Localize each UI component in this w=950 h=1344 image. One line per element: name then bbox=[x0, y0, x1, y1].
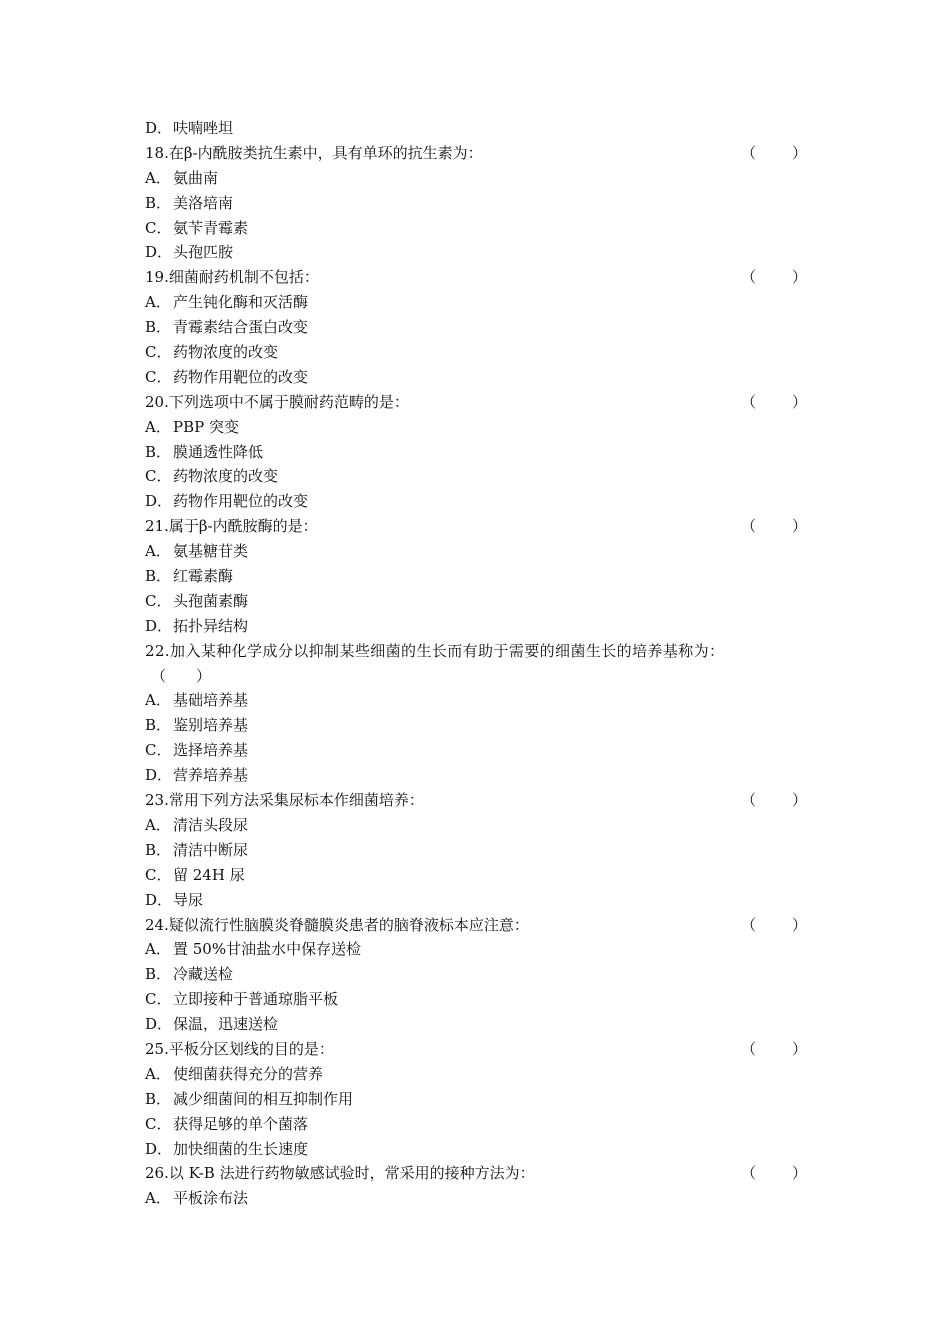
question-line bbox=[145, 788, 815, 813]
option-letter: A． bbox=[145, 691, 171, 710]
option-letter: C． bbox=[145, 990, 172, 1009]
option-text: 加快细菌的生长速度 bbox=[173, 1139, 309, 1158]
option-text: 头孢菌素酶 bbox=[173, 591, 249, 610]
option-letter: B． bbox=[145, 840, 172, 859]
question-text: 23.常用下列方法采集尿标本作细菌培养： bbox=[145, 791, 424, 810]
option-line bbox=[145, 365, 815, 390]
option-text: 头孢匹胺 bbox=[173, 243, 234, 262]
option-letter: B． bbox=[145, 965, 172, 984]
option-letter: D． bbox=[145, 890, 173, 909]
option-letter: C． bbox=[145, 865, 172, 884]
option-text: 立即接种于普通琼脂平板 bbox=[173, 990, 339, 1009]
option-letter: A． bbox=[145, 940, 171, 959]
option-letter: C． bbox=[145, 343, 172, 362]
option-text: 药物作用靶位的改变 bbox=[173, 367, 309, 386]
option-text: 氨基糖苷类 bbox=[173, 542, 249, 561]
blank-close-paren: ） bbox=[791, 392, 807, 411]
option-text: 减少细菌间的相互抑制作用 bbox=[173, 1089, 354, 1108]
option-text: 选择培养基 bbox=[173, 741, 249, 760]
option-text: 导尿 bbox=[173, 890, 204, 909]
option-text: 平板涂布法 bbox=[173, 1189, 249, 1208]
blank-close-paren: ） bbox=[791, 268, 807, 287]
option-letter: B． bbox=[145, 318, 172, 337]
answer-blank bbox=[145, 664, 211, 689]
blank-close-paren: ） bbox=[791, 791, 807, 810]
option-line bbox=[145, 738, 815, 763]
option-line bbox=[145, 539, 815, 564]
question-line bbox=[145, 514, 815, 539]
option-letter: D． bbox=[145, 766, 173, 785]
question-text: 20.下列选项中不属于膜耐药范畴的是： bbox=[145, 392, 409, 411]
question-text: 24.疑似流行性脑膜炎脊髓膜炎患者的脑脊液标本应注意： bbox=[145, 915, 529, 934]
option-line bbox=[145, 340, 815, 365]
option-line bbox=[145, 166, 815, 191]
option-text: 营养培养基 bbox=[173, 766, 249, 785]
question-text: 22.加入某种化学成分以抑制某些细菌的生长而有助于需要的细菌生长的培养基称为： bbox=[145, 641, 725, 660]
question-line bbox=[145, 639, 815, 664]
question-line bbox=[145, 390, 815, 415]
question-line bbox=[145, 141, 815, 166]
option-line bbox=[145, 713, 815, 738]
option-line bbox=[145, 564, 815, 589]
option-text: 红霉素酶 bbox=[173, 567, 234, 586]
option-text: 留 24H 尿 bbox=[173, 865, 245, 884]
option-text: 产生钝化酶和灭活酶 bbox=[173, 293, 309, 312]
option-line bbox=[145, 415, 815, 440]
option-line bbox=[145, 937, 815, 962]
question-text: 25.平板分区划线的目的是： bbox=[145, 1039, 334, 1058]
option-letter: B． bbox=[145, 567, 172, 586]
option-letter: A． bbox=[145, 1189, 171, 1208]
option-letter: C． bbox=[145, 741, 172, 760]
option-letter: B． bbox=[145, 193, 172, 212]
option-line bbox=[145, 888, 815, 913]
blank-open-paren: （ bbox=[741, 1039, 757, 1058]
option-line bbox=[145, 813, 815, 838]
blank-open-paren: （ bbox=[741, 915, 757, 934]
blank-close-paren: ） bbox=[791, 143, 807, 162]
option-line bbox=[145, 1137, 815, 1162]
option-letter: A． bbox=[145, 168, 171, 187]
option-line bbox=[145, 489, 815, 514]
option-line bbox=[145, 688, 815, 713]
option-line bbox=[145, 614, 815, 639]
blank-close-paren: ） bbox=[791, 1039, 807, 1058]
option-letter: A． bbox=[145, 293, 171, 312]
question-text: 26.以 K-B 法进行药物敏感试验时，常采用的接种方法为： bbox=[145, 1164, 535, 1183]
option-line bbox=[145, 240, 815, 265]
option-line bbox=[145, 987, 815, 1012]
option-line bbox=[145, 1012, 815, 1037]
option-line bbox=[145, 962, 815, 987]
option-text: 氨曲南 bbox=[173, 168, 219, 187]
option-text: 美洛培南 bbox=[173, 193, 234, 212]
option-letter: C． bbox=[145, 467, 172, 486]
question-text: 18.在β-内酰胺类抗生素中，具有单环的抗生素为： bbox=[145, 143, 483, 162]
blank-open-paren: （ bbox=[741, 392, 757, 411]
option-letter: A． bbox=[145, 417, 171, 436]
option-line bbox=[145, 315, 815, 340]
option-line bbox=[145, 464, 815, 489]
option-letter: D． bbox=[145, 119, 173, 137]
blank-close-paren: ） bbox=[791, 915, 807, 934]
option-text: PBP 突变 bbox=[173, 417, 239, 436]
question-line bbox=[145, 1161, 815, 1186]
option-line bbox=[145, 863, 815, 888]
option-text: 药物浓度的改变 bbox=[173, 343, 279, 362]
option-letter: D． bbox=[145, 1139, 173, 1158]
option-text: 获得足够的单个菌落 bbox=[173, 1114, 309, 1133]
blank-close-paren: ） bbox=[791, 517, 807, 536]
option-text: 置 50%甘油盐水中保存送检 bbox=[173, 940, 362, 959]
option-letter: C． bbox=[145, 1114, 172, 1133]
blank-close-paren: ） bbox=[791, 1164, 807, 1183]
blank-open-paren: （ bbox=[741, 791, 757, 810]
blank-open-paren: （ bbox=[741, 268, 757, 287]
option-letter: A． bbox=[145, 815, 171, 834]
option-line bbox=[145, 216, 815, 241]
option-letter: D． bbox=[145, 1015, 173, 1034]
option-letter: B． bbox=[145, 1089, 172, 1108]
blank-open-paren: （ bbox=[741, 517, 757, 536]
option-text: 呋喃唑坦 bbox=[173, 119, 234, 137]
option-letter: D． bbox=[145, 616, 173, 635]
answer-blank-line bbox=[145, 664, 815, 689]
blank-open-paren: （ bbox=[741, 1164, 757, 1183]
question-line bbox=[145, 1037, 815, 1062]
option-text: 清洁头段尿 bbox=[173, 815, 249, 834]
option-line bbox=[145, 1186, 815, 1211]
option-letter: A． bbox=[145, 542, 171, 561]
option-text: 氨苄青霉素 bbox=[173, 218, 249, 237]
option-letter: B． bbox=[145, 442, 172, 461]
option-letter: A． bbox=[145, 1064, 171, 1083]
option-text: 清洁中断尿 bbox=[173, 840, 249, 859]
option-letter: D． bbox=[145, 492, 173, 511]
option-text: 鉴别培养基 bbox=[173, 716, 249, 735]
option-text: 药物作用靶位的改变 bbox=[173, 492, 309, 511]
option-line bbox=[145, 838, 815, 863]
question-line bbox=[145, 265, 815, 290]
blank-close-paren: ） bbox=[195, 666, 211, 685]
blank-open-paren: （ bbox=[151, 666, 167, 685]
option-text: 基础培养基 bbox=[173, 691, 249, 710]
option-text: 使细菌获得充分的营养 bbox=[173, 1064, 324, 1083]
question-text: 21.属于β-内酰胺酶的是： bbox=[145, 517, 318, 536]
option-line bbox=[145, 191, 815, 216]
option-text: 青霉素结合蛋白改变 bbox=[173, 318, 309, 337]
option-letter: B． bbox=[145, 716, 172, 735]
option-text: 保温，迅速送检 bbox=[173, 1015, 279, 1034]
option-line bbox=[145, 589, 815, 614]
question-list bbox=[145, 116, 815, 1211]
option-line bbox=[145, 440, 815, 465]
blank-open-paren: （ bbox=[741, 143, 757, 162]
option-line bbox=[145, 290, 815, 315]
option-line bbox=[145, 763, 815, 788]
option-text: 冷藏送检 bbox=[173, 965, 234, 984]
option-line bbox=[145, 1112, 815, 1137]
option-text: 膜通透性降低 bbox=[173, 442, 264, 461]
option-text: 药物浓度的改变 bbox=[173, 467, 279, 486]
option-letter: C． bbox=[145, 218, 172, 237]
question-line bbox=[145, 913, 815, 938]
option-line bbox=[145, 116, 815, 141]
option-letter: C． bbox=[145, 367, 172, 386]
option-line bbox=[145, 1062, 815, 1087]
option-letter: D． bbox=[145, 243, 173, 262]
question-text: 19.细菌耐药机制不包括： bbox=[145, 268, 319, 287]
option-text: 拓扑异结构 bbox=[173, 616, 249, 635]
option-line bbox=[145, 1087, 815, 1112]
option-letter: C． bbox=[145, 591, 172, 610]
